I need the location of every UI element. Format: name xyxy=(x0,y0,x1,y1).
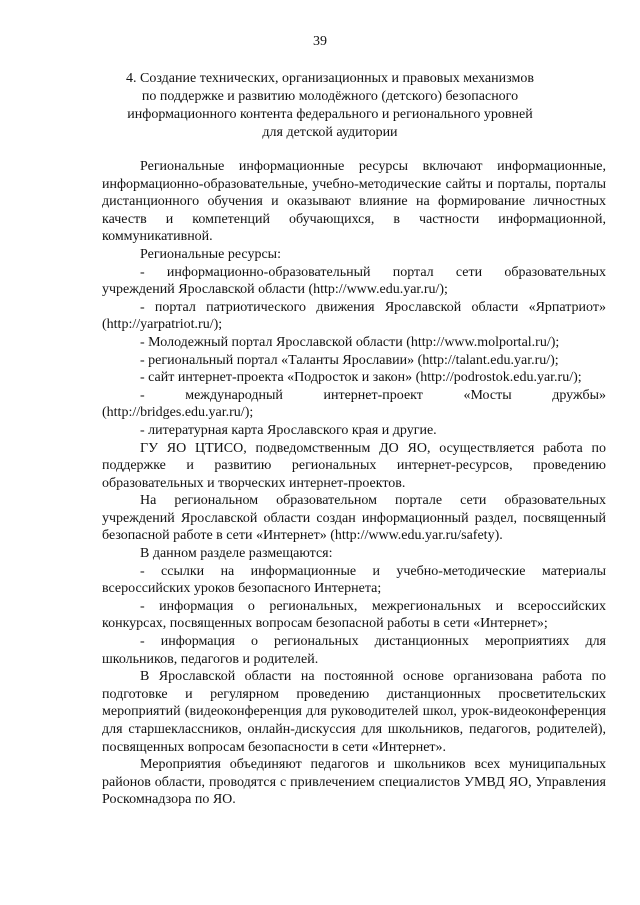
list-item: - информация о региональных, межрегиональных и всероссийских конкурсах, посвященных вопросам безопасной работы в сети «Интернет»; xyxy=(102,598,606,632)
list-item: - международный интернет-проект «Мосты дружбы» (http://bridges.edu.yar.ru/); xyxy=(102,387,606,421)
heading-line: 4. Создание технических, организационных и правовых механизмов xyxy=(126,71,534,86)
list-item: - региональный портал «Таланты Ярославии» (http://talant.edu.yar.ru/); xyxy=(140,352,559,368)
heading-line: по поддержке и развитию молодёжного (детского) безопасного xyxy=(141,89,519,104)
list-item: - литературная карта Ярославского края и другие. xyxy=(140,422,437,438)
paragraph: Мероприятия объединяют педагогов и школьников всех муниципальных районов области, проводятся с привлечением специалистов УМВД ЯО, Управления Роскомнадзора по ЯО. xyxy=(102,757,606,808)
list-item: - Молодежный портал Ярославской области (http://www.molportal.ru/); xyxy=(140,334,560,350)
heading-line: для детской аудитории xyxy=(262,125,398,140)
paragraph: На региональном образовательном портале сети образовательных учреждений Ярославской области создан информационный раздел, посвященный безопасной работе в сети «Интернет» (http://www.edu.yar.ru/safety). xyxy=(102,493,606,544)
heading-line: информационного контента федерального и регионального уровней xyxy=(127,107,533,122)
list-item: - информационно-образовательный портал сети образовательных учреждений Ярославской области (http://www.edu.yar.ru/); xyxy=(102,264,606,298)
paragraph: Региональные информационные ресурсы включают информационные, информационно-образовательные, учебно-методические сайты и порталы, порталы дистанционного обучения и оказывают влияние на формирование личностных качеств и компетенций обучающихся, в частности информационной, коммуникативной. xyxy=(102,159,606,245)
list-item: - ссылки на информационные и учебно-методические материалы всероссийских уроков безопасного Интернета; xyxy=(102,563,606,597)
paragraph: В данном разделе размещаются: xyxy=(140,546,333,562)
body-text xyxy=(102,158,606,809)
list-item: - портал патриотического движения Ярославской области «Ярпатриот» (http://yarpatriot.ru/); xyxy=(102,299,606,333)
list-item: - сайт интернет-проекта «Подросток и закон» (http://podrostok.edu.yar.ru/); xyxy=(140,370,582,386)
paragraph: Региональные ресурсы: xyxy=(140,246,281,262)
page-number: 39 xyxy=(313,34,327,49)
paragraph: В Ярославской области на постоянной основе организована работа по подготовке и регулярном проведению дистанционных просветительских мероприятий (видеоконференция для руководителей школ, урок-видеоконференция для старшеклассников, онлайн-дискуссия для школьников, педагогов, родителей), посвященных вопросам безопасности в сети «Интернет». xyxy=(102,669,606,755)
paragraph: ГУ ЯО ЦТИСО, подведомственным ДО ЯО, осуществляется работа по поддержке и развитию региональных интернет-ресурсов, проведению образовательных и творческих интернет-проектов. xyxy=(102,440,606,491)
list-item: - информация о региональных дистанционных мероприятиях для школьников, педагогов и родителей. xyxy=(102,634,606,667)
section-heading xyxy=(60,70,600,142)
